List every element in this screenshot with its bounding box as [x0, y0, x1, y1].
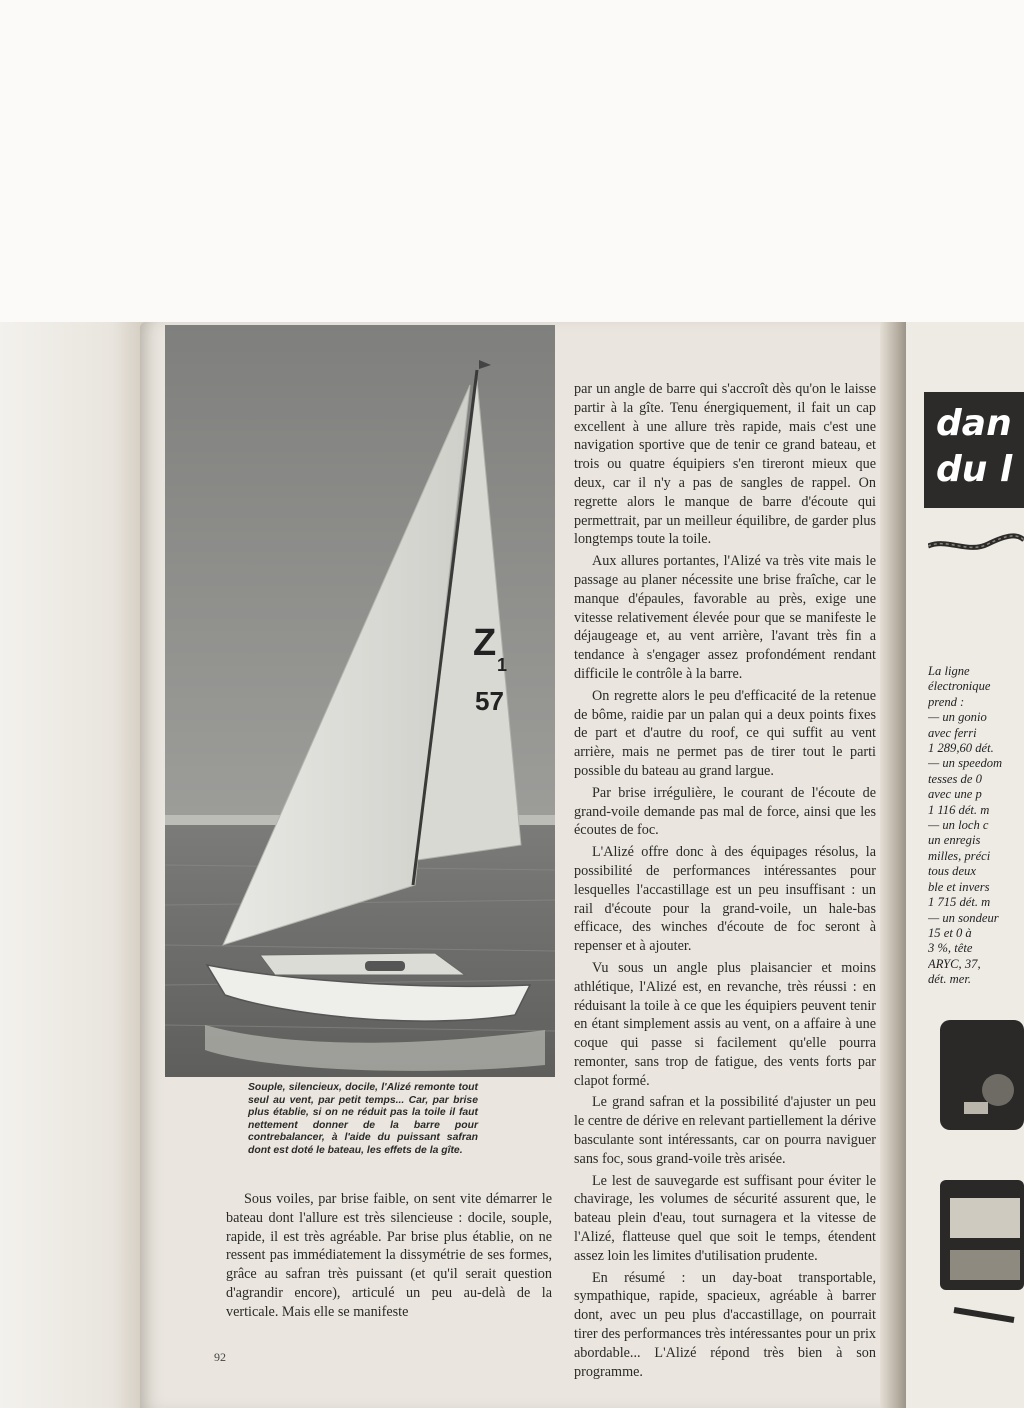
headline-line-1: dan	[936, 403, 1012, 444]
sail-number: 57	[475, 686, 504, 716]
list-line: — un sondeur	[928, 910, 999, 925]
list-line: avec une p	[928, 787, 982, 802]
facing-page-headline	[924, 392, 1024, 508]
photo-caption: Souple, silencieux, docile, l'Alizé remonte tout seul au vent, par petit temps... Car, par brise plus établie, si on ne réduit pas la toile il faut nettement donner de la barre pour contrebalancer, à l'aide du puissant safran dont est doté le bateau, les effets de la gîte.	[248, 1082, 478, 1156]
paragraph: par un angle de barre qui s'accroît dès qu'on le laisse partir à la gîte. Tenu énergiquement, il fait un cap excellent à une allure très rapide, mais c'est une navigation sportive que de tenir ce grand bateau, et trois ou quatre équipiers s'en tireront mieux que deux, car il n'y a pas de sangles de rappel. On regrette alors le manque de barre d'écoute qui permettrait, par un meilleur équilibre, de garder plus longtemps toute la toile.	[574, 381, 876, 548]
list-line: — un speedom	[928, 756, 1003, 771]
electronics-list	[928, 664, 1024, 988]
paragraph: On regrette alors le peu d'efficacité de la retenue de bôme, raidie par un palan qui a deux points fixes de part et d'autre du roof, ce qui suffit au vent arrière, mais ne permet pas de tirer tout le parti possible du bateau au grand largue.	[574, 687, 876, 779]
list-line: ARYC, 37,	[928, 956, 981, 971]
sail-class-mark: Z	[473, 622, 497, 664]
list-line: — un loch c	[928, 818, 989, 833]
paragraph: Aux allures portantes, l'Alizé va très vite mais le passage au planer nécessite une brise fraîche, car le manque d'épaules, favorable au près, exige une vitesse relativement élevée pour que se manifeste le déjaugeage et, au vent arrière, l'avant très fin a tendance à s'engager assez profondément rendant difficile le contrôle à la barre.	[574, 553, 876, 682]
sailboat-photo	[165, 325, 555, 1077]
list-line: prend :	[928, 694, 965, 709]
article-column-right	[574, 380, 876, 1384]
list-line: 1 116 dét. m	[928, 802, 990, 817]
paragraph: L'Alizé offre donc à des équipages résolus, la possibilité de performances intéressantes pour lesquelles l'accastillage est un peu insuffisant : un rail d'écoute pour la grand-voile, un hale-bas efficace, des winches d'écoute de foc seront à repenser et à ajouter.	[574, 844, 876, 955]
list-line: — un gonio	[928, 710, 987, 725]
rope-illustration-icon	[928, 524, 1024, 564]
list-line: ble et invers	[928, 879, 990, 894]
list-line: tous deux	[928, 864, 976, 879]
electronic-devices-photo	[934, 1020, 1024, 1350]
page-number: 92	[214, 1350, 226, 1364]
paragraph: Par brise irrégulière, le courant de l'écoute de grand-voile demande pas mal de force, ainsi que les écoutes de foc.	[574, 784, 876, 839]
sail-mark-1: 1	[497, 655, 508, 675]
paragraph: Vu sous un angle plus plaisancier et moins athlétique, l'Alizé est, en revanche, très réussi : en réduisant la toile à ce que les équipiers peuvent tenir en étant simplement assis au vent, on a affaire à une coque qui passe si facilement qu'elle pourra remonter, sans trop de fatigue, des vents forts par clapot formé.	[574, 959, 876, 1089]
list-line: 1 289,60 dét.	[928, 741, 994, 756]
list-line: tesses de 0	[928, 771, 982, 786]
list-line: avec ferri	[928, 725, 977, 740]
article-column-left	[226, 1190, 552, 1325]
paragraph: Sous voiles, par brise faible, on sent vite démarrer le bateau dont l'allure est très silencieuse : docile, souple, rapide, il est très agréable. Par brise plus établie, on ne ressent pas immédiatement la dissymétrie de ses formes, grâce au safran très puissant (et qu'il serait question d'agrandir encore), articulé un peu au-delà de la verticale. Mais elle se manifeste	[226, 1191, 552, 1320]
headline-line-2: du l	[936, 449, 1013, 490]
paragraph: Le grand safran et la possibilité d'ajuster un peu le centre de dérive en relevant partiellement la dérive basculante sont intéressants, car on pourra naviguer sans foc, sous grand-voile très arisée.	[574, 1094, 876, 1167]
scanner-background	[0, 0, 1024, 322]
list-line: milles, préci	[928, 848, 991, 863]
page-edge-shadow	[0, 322, 160, 1408]
list-line: 1 715 dét. m	[928, 895, 991, 910]
list-line: 15 et 0 à	[928, 925, 972, 940]
list-line: La ligne	[928, 664, 970, 678]
list-line: dét. mer.	[928, 972, 972, 987]
list-line: un enregis	[928, 833, 981, 848]
paragraph: En résumé : un day-boat transportable, sympathique, rapide, spacieux, agréable à barrer dont, avec un peu plus d'accastillage, on pourrait tirer des performances très intéressantes pour un prix abordable... L'Alizé répond très bien à son programme.	[574, 1269, 876, 1380]
paragraph: Le lest de sauvegarde est suffisant pour éviter le chavirage, les volumes de sécurité assurent que, le bateau plein d'eau, tout surnagera et la vitesse de l'Alizé, flatteuse quel que soit le temps, étendent assez loin les limites d'utilisation prudente.	[574, 1172, 876, 1264]
list-line: 3 %, tête	[928, 941, 973, 956]
list-line: électronique	[928, 679, 991, 694]
